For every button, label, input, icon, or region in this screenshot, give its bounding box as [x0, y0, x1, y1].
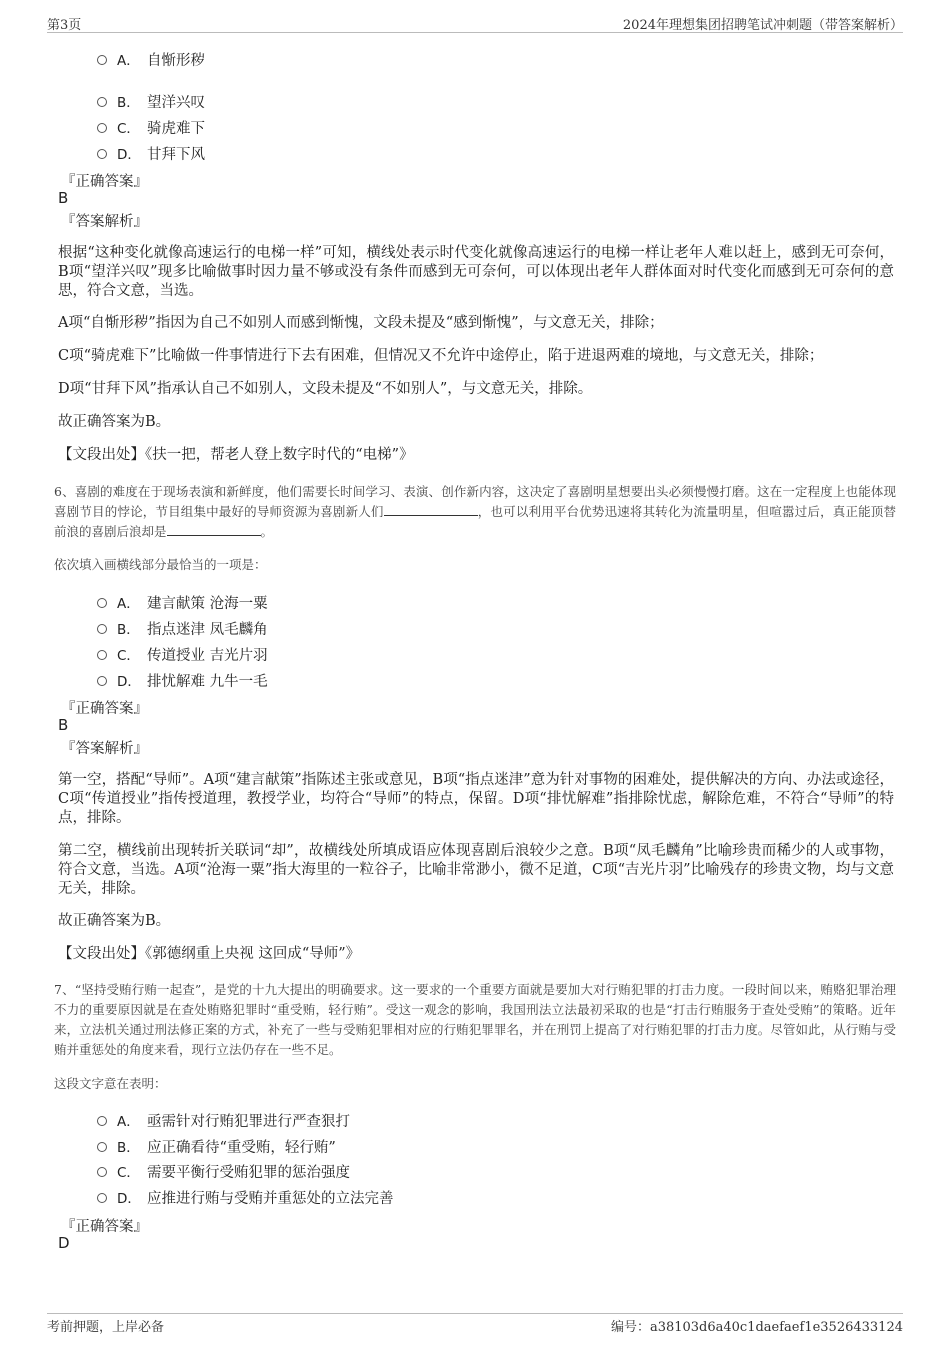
- q5-answer: B: [58, 189, 69, 207]
- q5-option-b[interactable]: B． 望洋兴叹: [97, 91, 205, 111]
- q6-analysis-paragraph: 第一空，搭配“导师”。A项“建言献策”指陈述主张或意见，B项“指点迷津”意为针对事物的困难处，提供解决的方向、办法或途径，C项“传道授业”指传授道理，教授学业，均符合“导师”的特点，保留。D项“排忧解难”指排除忧虑，解除危难，不符合“导师”的特点，排除。: [58, 772, 894, 826]
- fill-blank-2: [167, 523, 261, 536]
- radio-icon[interactable]: [97, 1142, 107, 1152]
- page-number: 第3页: [47, 18, 82, 33]
- radio-icon[interactable]: [97, 624, 107, 634]
- q7-option-d[interactable]: D． 应推进行贿与受贿并重惩处的立法完善: [97, 1187, 394, 1207]
- q6-option-b[interactable]: B． 指点迷津 凤毛麟角: [97, 618, 268, 638]
- radio-icon[interactable]: [97, 97, 107, 107]
- radio-icon[interactable]: [97, 1116, 107, 1126]
- q6-analysis-conclusion: 故正确答案为B。: [58, 913, 171, 929]
- q7-stem: 7、“坚持受贿行贿一起查”，是党的十九大提出的明确要求。这一要求的一个重要方面就是要加大对行贿犯罪的打击力度。一段时间以来，贿赂犯罪治理不力的重要原因就是在查处贿赂犯罪时“重受贿，轻行贿”。受这一观念的影响，我国刑法立法最初采取的也是“打击行贿服务于查处受贿”的策略。近年来，立法机关通过刑法修正案的方式，补充了一些与受贿犯罪相对应的行贿犯罪罪名，并在刑罚上提高了对行贿犯罪的打击力度。尽管如此，从行贿与受贿并重惩处的角度来看，现行立法仍存在一些不足。: [54, 982, 896, 1057]
- q5-analysis-conclusion: 故正确答案为B。: [58, 414, 171, 430]
- q6-stem: 6、喜剧的难度在于现场表演和新鲜度，他们需要长时间学习、表演、创作新内容，这决定了喜剧明星想要出头必须慢慢打磨。这在一定程度上也能体现喜剧节目的悖论，节目组集中最好的导师资源为喜剧新人们 ，也可以利用平台优势迅速将其转化为流量明星，但喧嚣过后，真正能顶替前浪的喜剧后浪却是 。: [54, 484, 896, 539]
- page-header: [47, 14, 903, 33]
- q5-analysis-paragraph: A项“自惭形秽”指因为自己不如别人而感到惭愧，文段未提及“感到惭愧”，与文意无关，排除；: [58, 315, 664, 331]
- radio-icon[interactable]: [97, 149, 107, 159]
- radio-icon[interactable]: [97, 55, 107, 65]
- q7-prompt: 这段文字意在表明：: [54, 1076, 167, 1091]
- radio-icon[interactable]: [97, 123, 107, 133]
- q6-answer-label: 『正确答案』: [61, 701, 148, 717]
- q5-option-c[interactable]: C． 骑虎难下: [97, 117, 205, 137]
- footer-slogan: 考前押题，上岸必备: [47, 1320, 165, 1335]
- q6-analysis-label: 『答案解析』: [61, 741, 148, 757]
- q7-option-b[interactable]: B． 应正确看待“重受贿，轻行贿”: [97, 1136, 336, 1156]
- q7-option-a[interactable]: A． 亟需针对行贿犯罪进行严查狠打: [97, 1110, 350, 1130]
- q6-prompt: 依次填入画横线部分最恰当的一项是：: [54, 557, 267, 572]
- radio-icon[interactable]: [97, 676, 107, 686]
- radio-icon[interactable]: [97, 1167, 107, 1177]
- radio-icon[interactable]: [97, 598, 107, 608]
- q6-option-c[interactable]: C． 传道授业 吉光片羽: [97, 644, 268, 664]
- fill-blank-1: [384, 503, 478, 516]
- q6-answer: B: [58, 716, 69, 734]
- q6-option-a[interactable]: A． 建言献策 沧海一粟: [97, 592, 268, 612]
- q6-source: 【文段出处】《郭德纲重上央视 这回成“导师”》: [58, 946, 361, 962]
- q6-analysis-paragraph: 第二空，横线前出现转折关联词“却”，故横线处所填成语应体现喜剧后浪较少之意。B项“凤毛麟角”比喻珍贵而稀少的人或事物，符合文意，当选。A项“沧海一粟”指大海里的一粒谷子，比喻非常渺小，微不足道，C项“吉光片羽”比喻残存的珍贵文物，均与文意无关，排除。: [58, 843, 894, 897]
- q5-option-a[interactable]: A． 自惭形秽: [97, 49, 205, 69]
- q5-option-d[interactable]: D． 甘拜下风: [97, 143, 205, 163]
- q7-answer: D: [58, 1234, 70, 1252]
- document-id: 编号：a38103d6a40c1daefaef1e3526433124: [610, 1320, 903, 1335]
- q5-analysis-label: 『答案解析』: [61, 214, 148, 230]
- q5-analysis-paragraph: C项“骑虎难下”比喻做一件事情进行下去有困难，但情况又不允许中途停止，陷于进退两难的境地，与文意无关，排除；: [58, 348, 824, 364]
- q5-analysis-paragraph: D项“甘拜下风”指承认自己不如别人，文段未提及“不如别人”，与文意无关，排除。: [58, 381, 593, 397]
- page-footer: [47, 1313, 903, 1334]
- q5-source: 【文段出处】《扶一把，帮老人登上数字时代的“电梯”》: [58, 447, 414, 463]
- q7-answer-label: 『正确答案』: [61, 1219, 148, 1235]
- q6-option-d[interactable]: D． 排忧解难 九牛一毛: [97, 670, 268, 690]
- radio-icon[interactable]: [97, 650, 107, 660]
- document-title: 2024年理想集团招聘笔试冲刺题（带答案解析）: [622, 18, 903, 33]
- radio-icon[interactable]: [97, 1193, 107, 1203]
- q7-option-c[interactable]: C． 需要平衡行受贿犯罪的惩治强度: [97, 1161, 350, 1181]
- q5-analysis-paragraph: 根据“这种变化就像高速运行的电梯一样”可知，横线处表示时代变化就像高速运行的电梯一样让老年人难以赶上，感到无可奈何，B项“望洋兴叹”现多比喻做事时因力量不够或没有条件而感到无可奈何，可以体现出老年人群体面对时代变化而感到无可奈何的意思，符合文意，当选。: [58, 245, 894, 299]
- q5-answer-label: 『正确答案』: [61, 174, 148, 190]
